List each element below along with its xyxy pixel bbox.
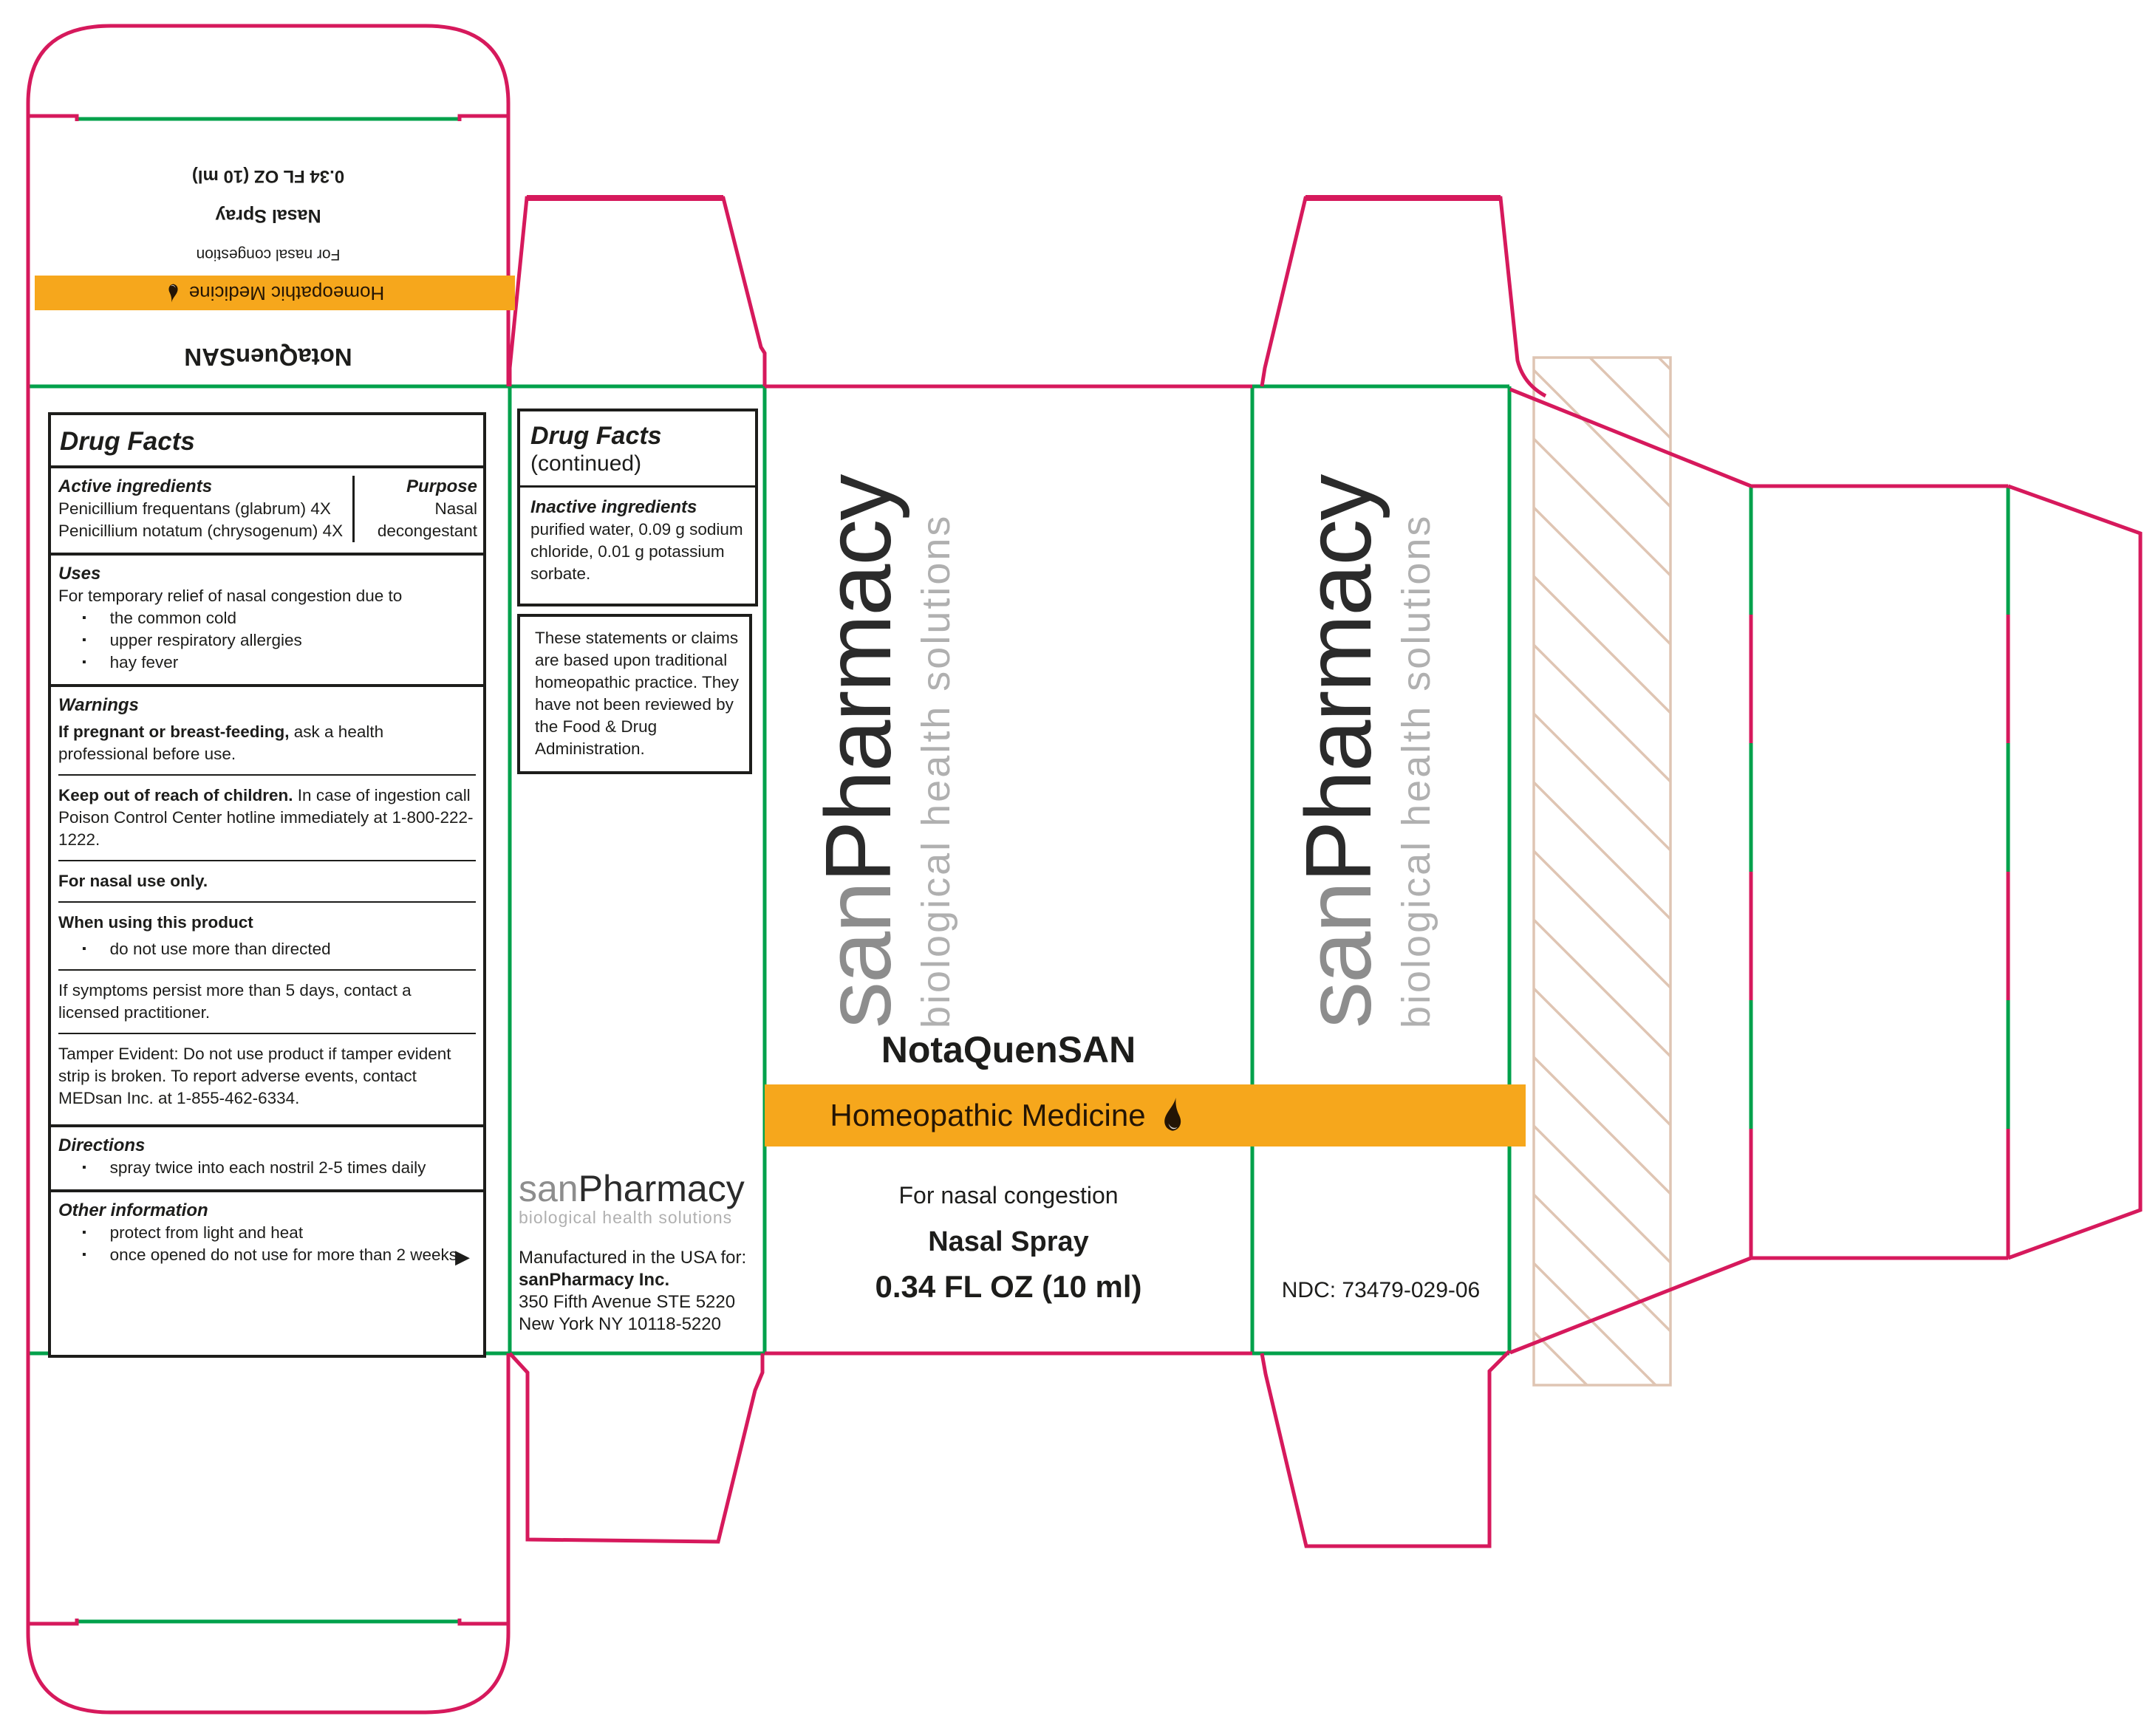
- drug-facts-panel: [48, 412, 486, 1358]
- uses-bullet-3: ▪ hay fever: [58, 652, 476, 674]
- indication-top: For nasal congestion: [196, 246, 341, 263]
- manufacturer-street: 350 Fifth Avenue STE 5220: [519, 1292, 736, 1312]
- homeopathic-label-front: Homeopathic Medicine: [830, 1098, 1146, 1132]
- top-closure-panel: [28, 119, 508, 384]
- other-information-section: [51, 1189, 483, 1277]
- logo-tagline: biological health solutions: [519, 1208, 733, 1227]
- bullet-icon: ▪: [82, 612, 86, 624]
- warnings-label: Warnings: [58, 695, 139, 715]
- glue-strip-hatch: [1534, 233, 1670, 1469]
- purpose-label: Purpose: [406, 476, 477, 496]
- bullet-icon: ▪: [82, 1248, 86, 1261]
- net-content-front: 0.34 FL OZ (10 ml): [875, 1269, 1142, 1304]
- uses-label: Uses: [58, 564, 101, 584]
- fda-disclaimer-text: These statements or claims are based upon traditional homeopathic practice. They have not been reviewed by the Food & Drug Administration.: [535, 629, 739, 758]
- fda-disclaimer-box: [517, 614, 752, 774]
- warning-persist: If symptoms persist more than 5 days, contact a licensed practitioner.: [58, 981, 412, 1022]
- bullet-icon: ▪: [82, 634, 86, 646]
- drug-facts-title: Drug Facts: [51, 415, 483, 468]
- directions-bullet: ▪ spray twice into each nostril 2-5 times daily: [58, 1157, 476, 1179]
- other-information-label: Other information: [58, 1200, 208, 1220]
- warning-pregnant: If pregnant or breast-feeding, ask a health professional before use.: [58, 722, 384, 763]
- uses-section: [51, 553, 483, 684]
- when-using-label: When using this product: [58, 913, 253, 932]
- directions-label: Directions: [58, 1135, 146, 1155]
- form-top: Nasal Spray: [215, 205, 321, 226]
- uses-bullet-1: ▪ the common cold: [58, 607, 476, 629]
- tamper-evident: Tamper Evident: Do not use product if tamper evident strip is broken. To report adverse events, contact MEDsan Inc. at 1-855-462-6334.: [58, 1045, 451, 1107]
- inactive-ingredients-text: purified water, 0.09 g sodium chloride, 0.01 g potassium sorbate.: [530, 520, 743, 583]
- sanpharmacy-logo: sanPharmacy: [519, 1168, 745, 1209]
- purpose-value: Nasal decongestant: [377, 499, 477, 540]
- drug-facts-continued-panel: [517, 409, 758, 606]
- droplet-icon: [165, 282, 182, 304]
- when-using-bullet: ▪ do not use more than directed: [58, 938, 476, 960]
- homeopathic-label-top: Homeopathic Medicine: [188, 282, 385, 304]
- other-info-bullet-2: ▪ once opened do not use for more than 2 weeks: [58, 1244, 476, 1266]
- uses-intro: For temporary relief of nasal congestion due to: [58, 587, 403, 605]
- manufacturer-block: [519, 1169, 762, 1336]
- vertical-logo-side: sanPharmacy biological health solutions: [1286, 475, 1438, 1028]
- product-name-front: NotaQuenSAN: [881, 1029, 1136, 1070]
- active-ingredients-table: [51, 468, 483, 553]
- homeopathic-band-top: [35, 276, 515, 310]
- active-ingredient-2: Penicillium notatum (chrysogenum) 4X: [58, 522, 344, 540]
- continued-suffix: (continued): [530, 451, 642, 476]
- directions-section: [51, 1124, 483, 1189]
- warnings-section: [51, 684, 483, 1124]
- manufactured-line: Manufactured in the USA for:: [519, 1248, 747, 1268]
- homeopathic-band-front: [765, 1084, 1526, 1146]
- warning-children: Keep out of reach of children. In case of ingestion call Poison Control Center hotline immediately at 1-800-222-1222.: [58, 786, 474, 849]
- form-front: Nasal Spray: [928, 1226, 1089, 1257]
- indication-front: For nasal congestion: [898, 1182, 1119, 1209]
- vertical-logo-front: sanPharmacy biological health solutions: [806, 475, 958, 1028]
- uses-bullet-2: ▪ upper respiratory allergies: [58, 629, 476, 652]
- product-name-top: NotaQuenSAN: [184, 344, 352, 371]
- bullet-icon: ▪: [82, 1226, 86, 1239]
- bullet-icon: ▪: [82, 943, 86, 955]
- active-ingredient-1: Penicillium frequentans (glabrum) 4X: [58, 499, 331, 518]
- droplet-icon: [1158, 1096, 1187, 1135]
- net-content-top: 0.34 FL OZ (10 ml): [191, 166, 345, 186]
- bullet-icon: ▪: [82, 656, 86, 669]
- other-info-bullet-1: ▪ protect from light and heat: [58, 1222, 476, 1244]
- warning-nasal-only: For nasal use only.: [58, 872, 208, 890]
- bullet-icon: ▪: [82, 1161, 86, 1174]
- inactive-ingredients-label: Inactive ingredients: [530, 497, 697, 517]
- ndc-number: NDC: 73479-029-06: [1281, 1278, 1481, 1302]
- active-ingredients-label: Active ingredients: [58, 476, 213, 496]
- manufacturer-name: sanPharmacy Inc.: [519, 1270, 670, 1290]
- manufacturer-city: New York NY 10118-5220: [519, 1314, 721, 1334]
- continue-arrow-icon: ▶: [455, 1245, 470, 1268]
- drug-facts-continued-title: Drug Facts: [530, 422, 662, 450]
